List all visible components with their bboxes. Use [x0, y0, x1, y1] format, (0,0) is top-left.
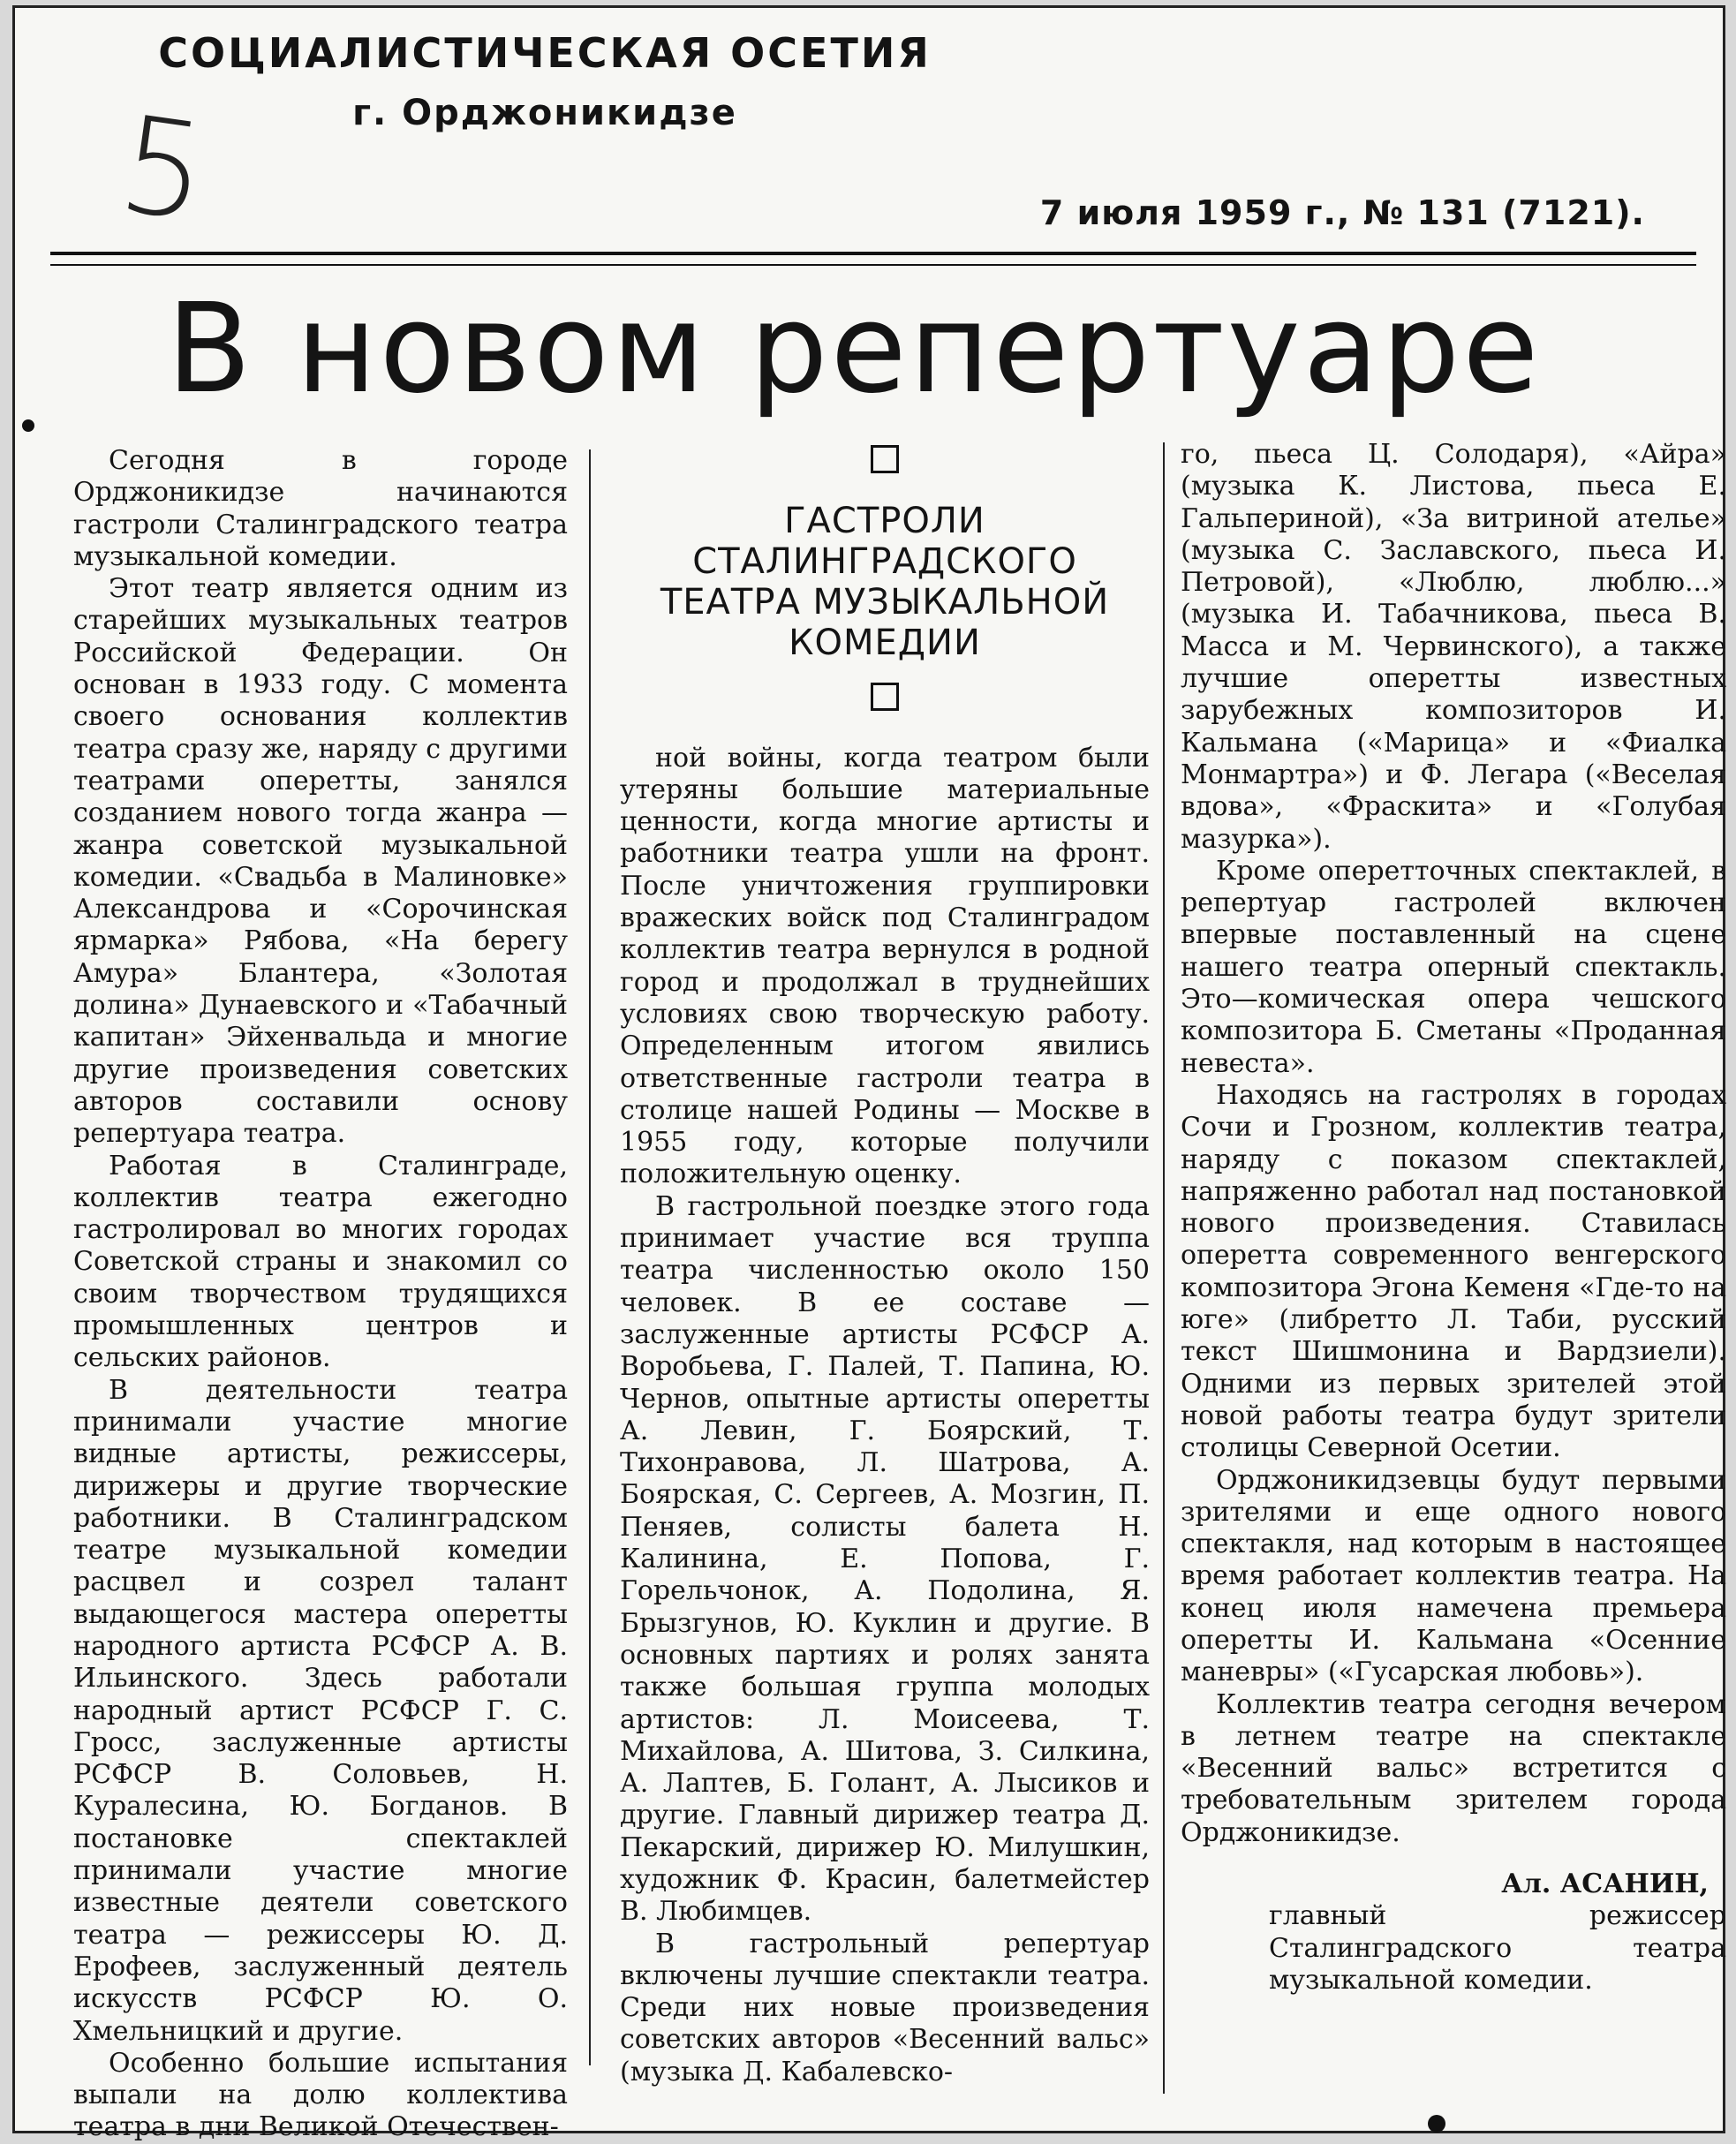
print-speck — [22, 419, 34, 432]
article-headline: В новом репертуаре — [166, 277, 1542, 421]
newspaper-city: г. Орджоникидзе — [352, 93, 737, 133]
author-signature: Ал. АСАНИН, — [1501, 1868, 1709, 1900]
paragraph: Сегодня в городе Орджоникидзе начинаются гастроли Сталинградского театра музыкальной комедии. — [73, 445, 568, 572]
issue-date-number: 7 июля 1959 г., № 131 (7121). — [1039, 193, 1645, 232]
square-ornament-icon — [871, 445, 899, 473]
paragraph: Особенно большие испытания выпали на долю коллектива театра в дни Великой Отечествен- — [73, 2047, 568, 2143]
handwritten-page-number: 5 — [110, 87, 216, 252]
author-title: главный режиссер Сталинградского театра музыкальной комедии. — [1269, 1900, 1726, 1996]
newspaper-clipping — [12, 5, 1726, 2143]
paragraph: В гастрольной поездке этого года принимает участие вся труппа театра численностью около 150 человек. В ее составе — заслуженные артисты РСФСР А. Воробьева, Г. Палей, Т. Папина, Ю. Чернов, опытные артисты оперетты А. Левин, Г. Боярский, Т. Тихонравова, Л. Шатрова, А. Боярская, С. Сергеев, А. Мозгин, П. Пеняев, солисты балета Н. Калинина, Е. Попова, Г. Горельчонок, А. Подолина, Я. Брызгунов, Ю. Куклин и другие. В основных партиях и ролях занята также большая группа молодых артистов: Л. Моисеева, Т. Михайлова, А. Шитова, З. Силкина, А. Лаптев, Б. Голант, А. Лысиков и другие. Главный дирижер театра Д. Пекарский, дирижер Ю. Милушкин, художник Ф. Красин, балетмейстер В. Любимцев. — [620, 1190, 1150, 1928]
newspaper-name: СОЦИАЛИСТИЧЕСКАЯ ОСЕТИЯ — [158, 29, 932, 77]
paragraph: В гастрольный репертуар включены лучшие спектакли театра. Среди них новые произведения советских авторов «Весенний вальс» (музыка Д. Кабалевско- — [620, 1928, 1150, 2087]
paragraph: го, пьеса Ц. Солодаря), «Айра» (музыка К. Листова, пьеса Е. Гальпериной), «За витриной ателье» (музыка С. Заславского, пьеса И. Петровой), «Люблю, люблю...» (музыка И. Табачникова, пьеса В. Масса и М. Червинского), а также лучшие оперетты известных зарубежных композиторов И. Кальмана («Марица» и «Фиалка Монмартра») и Ф. Легара («Веселая вдова», «Фраскита» и «Голубая мазурка»). — [1181, 439, 1726, 855]
paragraph: Коллектив театра сегодня вечером в летнем театре на спектакле «Весенний вальс» встретится с требовательным зрителем города Орджоникидзе. — [1181, 1688, 1726, 1848]
paragraph: Кроме оперетточных спектаклей, в репертуар гастролей включен впервые поставленный на сцене нашего театра оперный спектакль. Это—комическая опера чешского композитора Б. Сметаны «Проданная невеста». — [1181, 855, 1726, 1079]
article-subheading: ГАСТРОЛИ СТАЛИНГРАДСКОГО ТЕАТРА МУЗЫКАЛЬНОЙ КОМЕДИИ — [660, 501, 1110, 664]
article-column-3 — [1181, 439, 1726, 1997]
paragraph: Орджоникидзевцы будут первыми зрителями и еще одного нового спектакля, над которым в настоящее время работает коллектив театра. На конец июля намечена премьера оперетты И. Кальмана «Осенние маневры» («Гусарская любовь»). — [1181, 1464, 1726, 1688]
masthead — [15, 29, 1075, 133]
column-divider — [1163, 442, 1165, 2094]
paragraph: Этот театр является одним из старейших музыкальных театров Российской Федерации. Он основан в 1933 году. С момента своего основания коллектив театра сразу же, наряду с другими театрами оперетты, занялся созданием нового тогда жанра — жанра советской музыкальной комедии. «Свадьба в Малиновке» Александрова и «Сорочинская ярмарка» Рябова, «На берегу Амура» Блантера, «Золотая долина» Дунаевского и «Табачный капитан» Эйхенвальда и многие другие произведения советских авторов составили основу репертуара театра. — [73, 573, 568, 1150]
paragraph: ной войны, когда театром были утеряны большие материальные ценности, когда многие артисты и работники театра ушли на фронт. После уничтожения группировки вражеских войск под Сталинградом коллектив театра вернулся в родной город и продолжал в труднейших условиях свою творческую работу. Определенным итогом явились ответственные гастроли театра в столице нашей Родины — Москве в 1955 году, которые получили положительную оценку. — [620, 742, 1150, 1190]
paragraph: Работая в Сталинграде, коллектив театра ежегодно гастролировал во многих городах Советской страны и знакомил со своим творчеством трудящихся промышленных центров и сельских районов. — [73, 1150, 568, 1374]
column-divider — [589, 449, 591, 2065]
article-column-1 — [73, 445, 568, 2144]
square-ornament-icon — [871, 683, 899, 711]
paragraph: В деятельности театра принимали участие многие видные артисты, режиссеры, дирижеры и другие творческие работники. В Сталинградском театре музыкальной комедии расцвел и созрел талант выдающегося мастера оперетты народного артиста РСФСР А. В. Ильинского. Здесь работали народный артист РСФСР Г. С. Гросс, заслуженные артисты РСФСР В. Соловьев, Н. Куралесина, Ю. Богданов. В постановке спектаклей принимали участие многие известные деятели советского театра — режиссеры Ю. Д. Ерофеев, заслуженный деятель искусств РСФСР Ю. О. Хмельницкий и другие. — [73, 1374, 568, 2047]
subheading-block — [620, 445, 1150, 720]
masthead-rule — [50, 252, 1696, 266]
article-column-2 — [620, 445, 1150, 2088]
paragraph: Находясь на гастролях в городах Сочи и Грозном, коллектив театра, наряду с показом спектаклей, напряженно работал над постановкой нового произведения. Ставилась оперетта современного венгерского композитора Эгона Кеменя «Где-то на юге» (либретто Л. Таби, русский текст Шишмонина и Вардзиели). Одними из первых зрителей этой новой работы театра будут зрители столицы Северной Осетии. — [1181, 1079, 1726, 1464]
print-speck — [1428, 2115, 1445, 2133]
